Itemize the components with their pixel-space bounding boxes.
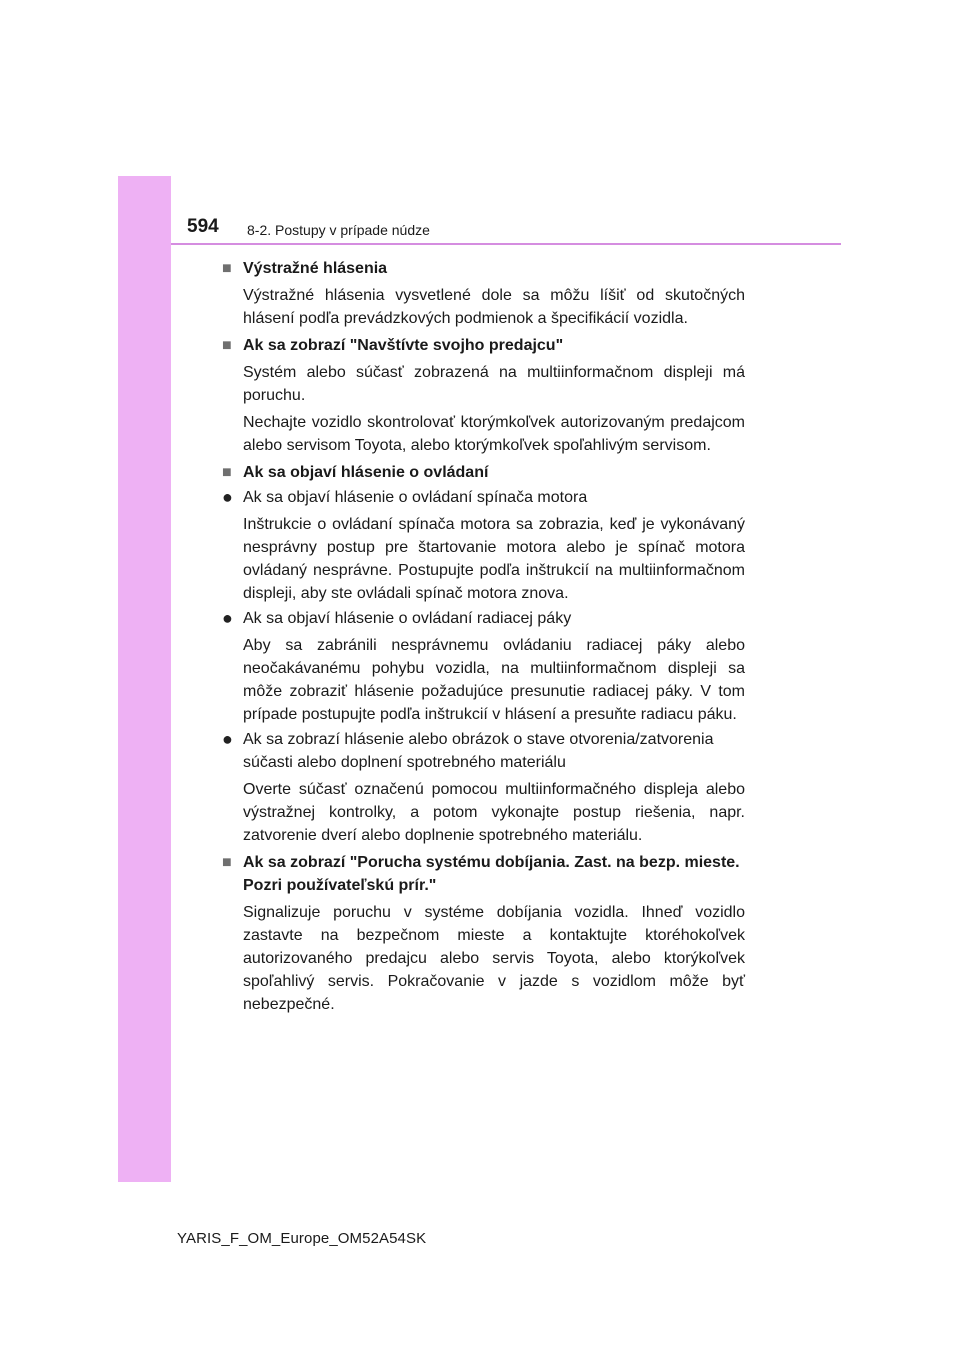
bullet-text: Ak sa zobrazí hlásenie alebo obrázok o stave otvorenia/zatvorenia súčasti alebo doplnení spotrebného materiálu	[243, 731, 714, 771]
square-bullet-icon: ■	[222, 337, 232, 354]
square-bullet-icon: ■	[222, 464, 232, 481]
section-heading	[222, 461, 745, 484]
square-bullet-icon: ■	[222, 854, 232, 871]
heading-text: Ak sa objaví hlásenie o ovládaní	[243, 464, 489, 481]
heading-text: Ak sa zobrazí "Navštívte svojho predajcu"	[243, 337, 564, 354]
heading-text: Ak sa zobrazí "Porucha systému dobíjania. Zast. na bezp. mieste. Pozri používateľskú prír."	[243, 854, 740, 894]
heading-text: Výstražné hlásenia	[243, 260, 388, 277]
body-paragraph: Systém alebo súčasť zobrazená na multiinformačnom displeji má poruchu.	[243, 364, 745, 404]
body-paragraph: Výstražné hlásenia vysvetlené dole sa môžu líšiť od skutočných hlásení podľa prevádzkových podmienok a špecifikácií vozidla.	[243, 287, 745, 327]
round-bullet-icon: ●	[222, 729, 233, 749]
bullet-item	[222, 486, 745, 509]
body-paragraph: Nechajte vozidlo skontrolovať ktorýmkoľvek autorizovaným predajcom alebo servisom Toyota, alebo ktorýmkoľvek spoľahlivým servisom.	[243, 414, 745, 454]
page-number: 594	[187, 216, 219, 237]
square-bullet-icon: ■	[222, 260, 232, 277]
body-paragraph: Inštrukcie o ovládaní spínača motora sa zobrazia, keď je vykonávaný nesprávny postup pre štartovanie motora alebo je spínač motora ovládaný nesprávne. Postupujte podľa inštrukcií na multiinformačnom displeji, aby ste ovládali spínač motora znova.	[243, 516, 745, 602]
body-paragraph: Aby sa zabránili nesprávnemu ovládaniu radiacej páky alebo neočakávanému pohybu vozidla, na multiinformačnom displeji sa môže zobraziť hlásenie požadujúce presunutie radiacej páky. V tom prípade postupujte podľa inštrukcií v hlásení a presuňte radiacu páku.	[243, 637, 745, 723]
body-paragraph: Overte súčasť označenú pomocou multiinformačného displeja alebo výstražnej kontrolky, a potom vykonajte postup riešenia, napr. zatvorenie dverí alebo doplnenie spotrebného materiálu.	[243, 781, 745, 844]
round-bullet-icon: ●	[222, 487, 233, 507]
section-title: 8-2. Postupy v prípade núdze	[247, 222, 430, 238]
body-paragraph: Signalizuje poruchu v systéme dobíjania vozidla. Ihneď vozidlo zastavte na bezpečnom mieste a kontaktujte ktoréhokoľvek autorizovaného predajcu alebo servis Toyota, alebo ktorýkoľvek spoľahlivý servis. Pokračovanie v jazde s vozidlom môže byť nebezpečné.	[243, 904, 745, 1013]
bullet-text: Ak sa objaví hlásenie o ovládaní radiacej páky	[243, 610, 572, 627]
bullet-item	[222, 728, 745, 774]
bullet-item	[222, 607, 745, 630]
section-heading	[222, 334, 745, 357]
section-heading	[222, 257, 745, 280]
header-divider	[171, 243, 841, 245]
bullet-text: Ak sa objaví hlásenie o ovládaní spínača motora	[243, 489, 588, 506]
page-body	[222, 253, 745, 1016]
side-tab-band	[118, 176, 171, 1182]
footer-doc-id: YARIS_F_OM_Europe_OM52A54SK	[177, 1230, 427, 1247]
section-heading	[222, 851, 745, 897]
round-bullet-icon: ●	[222, 608, 233, 628]
